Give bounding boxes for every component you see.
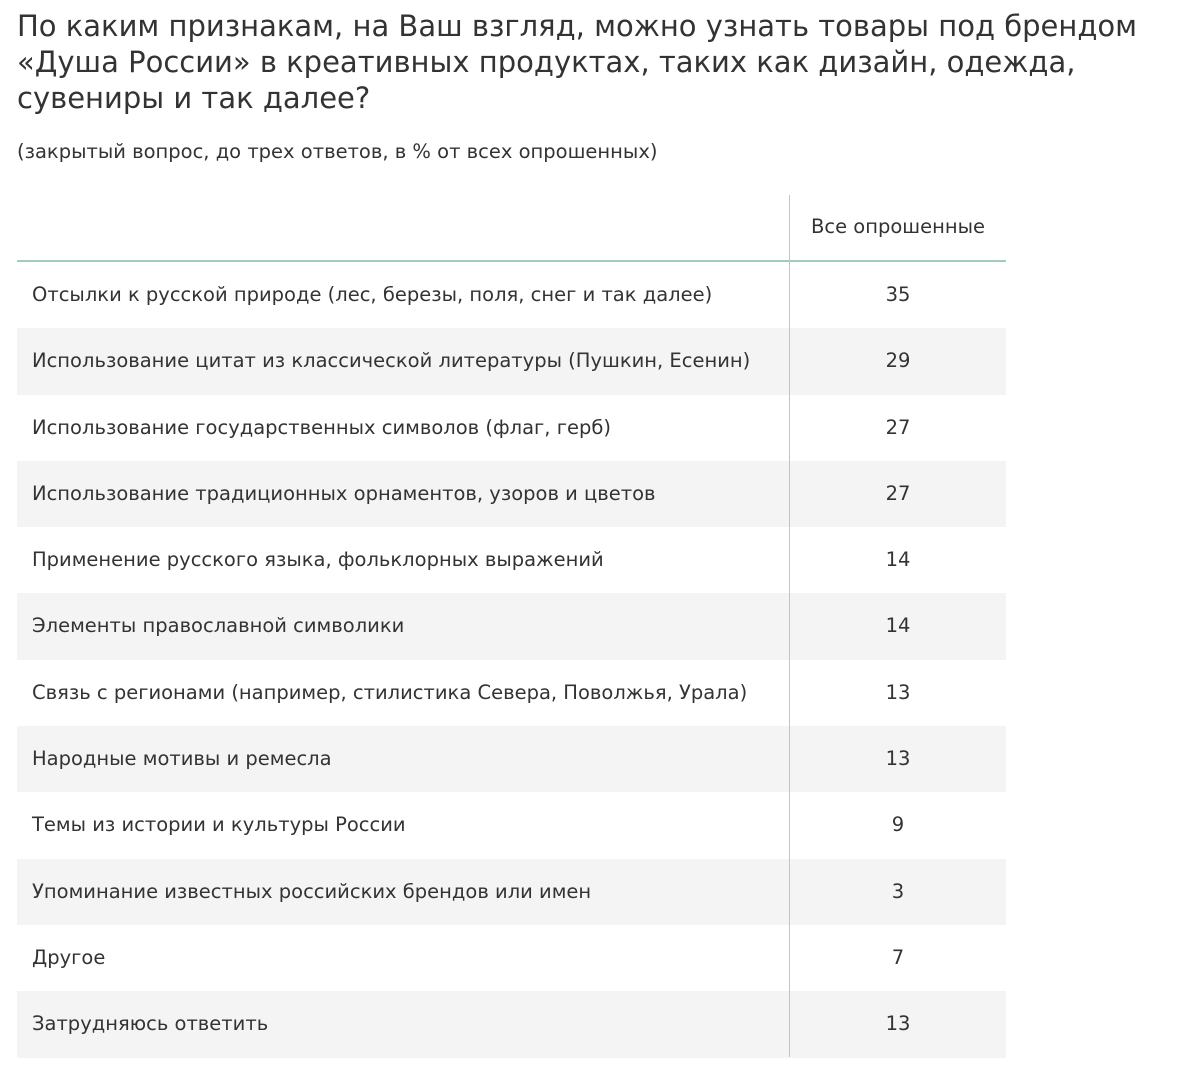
table-row [17, 395, 1006, 461]
column-divider [789, 195, 790, 1057]
table-row [17, 991, 1006, 1057]
row-value: 14 [885, 548, 911, 572]
table-row [17, 262, 1006, 328]
row-label: Темы из истории и культуры России [32, 813, 406, 837]
row-label: Использование традиционных орнаментов, узоров и цветов [32, 481, 656, 505]
row-value: 27 [885, 415, 911, 439]
row-value: 9 [891, 813, 905, 837]
row-label: Использование цитат из классической литературы (Пушкин, Есенин) [32, 349, 751, 373]
row-label: Другое [32, 945, 106, 969]
table-row [17, 328, 1006, 394]
row-value: 13 [885, 680, 911, 704]
row-value: 3 [891, 879, 905, 903]
table-body [17, 262, 1006, 1058]
chart-title: По каким признакам, на Ваш взгляд, можно узнать товары под брендом «Душа России» в креативных продуктах, таких как дизайн, одежда, сувениры и так далее? [17, 9, 1138, 115]
row-value: 27 [885, 481, 911, 505]
table-row [17, 726, 1006, 792]
row-value: 35 [885, 283, 911, 306]
row-label: Использование государственных символов (флаг, герб) [32, 415, 611, 439]
table-row [17, 792, 1006, 858]
results-table [17, 195, 1006, 1057]
row-value: 13 [885, 1012, 911, 1036]
row-label: Народные мотивы и ремесла [32, 747, 332, 771]
table-row [17, 859, 1006, 925]
table-row [17, 925, 1006, 991]
row-value: 7 [891, 945, 905, 969]
row-label: Упоминание известных российских брендов или имен [32, 879, 592, 903]
table-row [17, 660, 1006, 726]
table-row [17, 593, 1006, 659]
row-value: 13 [885, 747, 911, 771]
table-header-row [17, 195, 1006, 261]
row-label: Затрудняюсь ответить [32, 1012, 269, 1036]
chart-subtitle: (закрытый вопрос, до трех ответов, в % от всех опрошенных) [17, 140, 658, 163]
row-label: Элементы православной символики [32, 614, 405, 638]
table-row [17, 461, 1006, 527]
row-value: 29 [885, 349, 911, 373]
row-value: 14 [885, 614, 911, 638]
row-label: Связь с регионами (например, стилистика Севера, Поволжья, Урала) [32, 680, 748, 704]
table-row [17, 527, 1006, 593]
row-label: Отсылки к русской природе (лес, березы, поля, снег и так далее) [32, 283, 713, 306]
column-header-all-respondents: Все опрошенные [810, 215, 985, 238]
row-label: Применение русского языка, фольклорных выражений [32, 548, 604, 572]
